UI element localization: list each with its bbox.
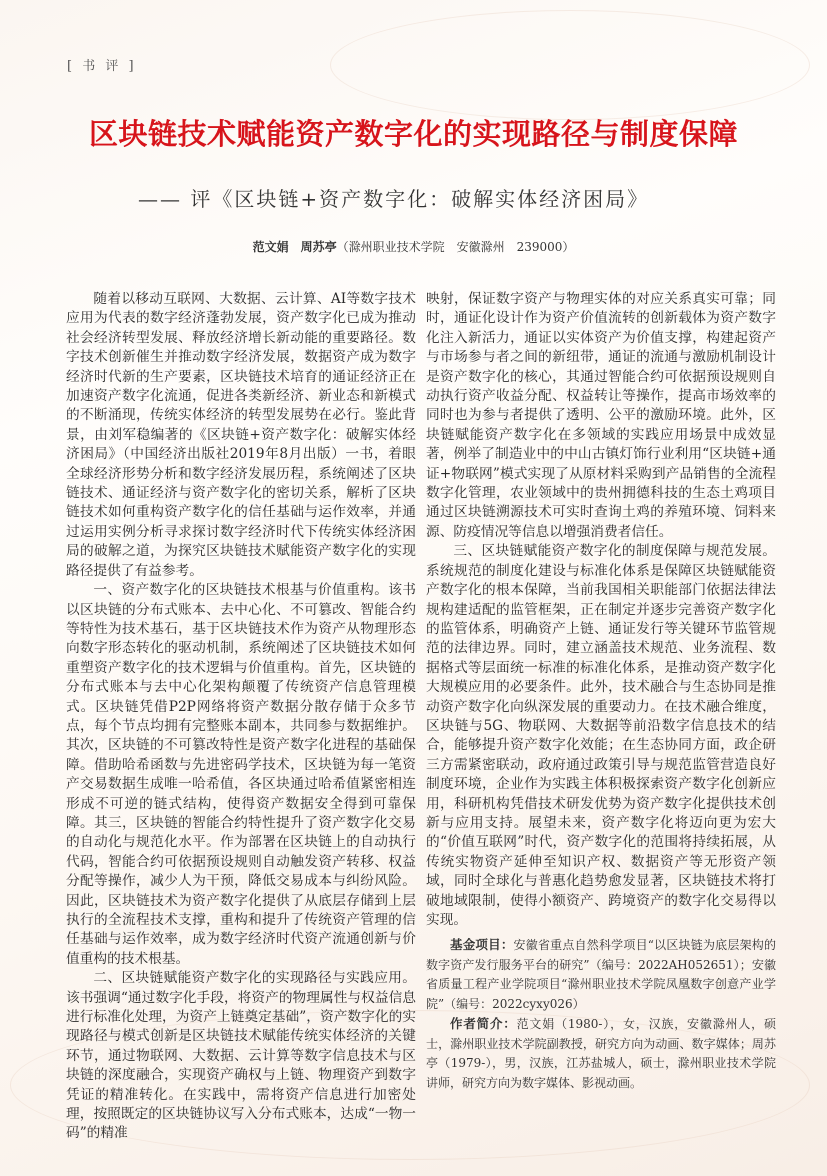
fund-text: 安徽省重点自然科学项目“以区块链为底层架构的数字资产发行服务平台的研究”（编号：2022AH052651）；安徽省质量工程产业学院项目“滁州职业技术学院凤凰数字创意产业学院”（编号：2022cyxy026） [426, 938, 776, 1011]
author-names: 范文娟 周苏亭 [252, 240, 337, 254]
paragraph-section-3: 三、区块链赋能资产数字化的制度保障与规范发展。系统规范的制度化建设与标准化体系是保障区块链赋能资产数字化的根本保障，当前我国相关职能部门依据法律法规构建适配的监管框架，正在制定并逐步完善资产数字化的监管体系，明确资产上链、通证发行等关键环节监管规范的法律边界。同时，建立涵盖技术规范、业务流程、数据格式等层面统一标准的标准化体系，是推动资产数字化大规模应用的必要条件。此外，技术融合与生态协同是推动资产数字化向纵深发展的重要动力。在技术融合维度，区块链与5G、物联网、大数据等前沿数字信息技术的结合，能够提升资产数字化效能；在生态协同方面，政企研三方需紧密联动，政府通过政策引导与规范监管营造良好制度环境，企业作为实践主体积极探索资产数字化创新应用，科研机构凭借技术研发优势为资产数字化提供技术创新与应用支持。展望未来，资产数字化将迈向更为宏大的“价值互联网”时代，资产数字化的范围将持续拓展，从传统实物资产延伸至知识产权、数据资产等无形资产领域，同时全球化与普惠化趋势愈发显著，区块链技术将打破地域限制，使得小额资产、跨境资产的数字化交易得以实现。 [426, 543, 776, 928]
article-title: 区块链技术赋能资产数字化的实现路径与制度保障 [88, 117, 738, 151]
paragraph-section-2-continued: 映射，保证数字资产与物理实体的对应关系真实可靠；同时，通证化设计作为资产价值流转的创新载体为资产数字化注入新活力，通证以实体资产为价值支撑，构建起资产与市场参与者之间的新纽带，通证的流通与激励机制设计是资产数字化的核心，其通过智能合约可依据预设规则自动执行资产收益分配、权益转让等操作，提高市场效率的同时也为参与者提供了透明、公平的激励环境。此外，区块链赋能资产数字化在多领域的实践应用场景中成效显著，例举了制造业中的中山古镇灯饰行业利用“区块链+通证+物联网”模式实现了从原材料采购到产品销售的全流程数字化管理，农业领域中的贵州拥德科技的生态土鸡项目通过区块链溯源技术可实时查询土鸡的养殖环境、饲料来源、防疫情况等信息以增强消费者信任。 [426, 291, 776, 540]
author-bio-text: 范文娟（1980-），女，汉族，安徽滁州人，硕士，滁州职业技术学院副教授，研究方向为动画、数字媒体；周苏亭（1979-），男，汉族，江苏盐城人，硕士，滁州职业技术学院讲师，研究方向为数字媒体、影视动画。 [426, 1017, 776, 1090]
author-line [0, 238, 827, 255]
fund-label: 基金项目： [450, 937, 514, 952]
author-note [426, 1014, 776, 1093]
author-affiliation: （滁州职业技术学院 安徽滁州 239000） [336, 240, 575, 254]
fund-note [426, 935, 776, 1014]
paragraph-intro: 随着以移动互联网、大数据、云计算、AI等数字技术应用为代表的数字经济蓬勃发展，资产数字化已成为推动社会经济转型发展、释放经济增长新动能的重要路径。数字技术创新催生并推动数字经济发展，数据资产成为数字经济时代新的生产要素，区块链技术培育的通证经济正在加速资产数字化流通，促进各类新经济、新业态和新模式的不断涌现，传统实体经济的转型发展势在必行。鉴此背景，由刘军稳编著的《区块链+资产数字化：破解实体经济困局》（中国经济出版社2019年8月出版）一书，着眼全球经济形势分析和数字经济发展历程，系统阐述了区块链技术、通证经济与资产数字化的密切关系，解析了区块链技术如何重构资产数字化的信任基础与运作效率，并通过运用实例分析寻求探讨数字经济时代下传统实体经济困局的破解之道，为探究区块链技术赋能资产数字化的实现路径提供了有益参考。 [66, 291, 416, 579]
background-swirl [330, 10, 810, 120]
section-tag: [ 书 评 ] [67, 59, 137, 74]
paragraph-section-2: 二、区块链赋能资产数字化的实现路径与实践应用。该书强调“通过数字化手段，将资产的物理属性与权益信息进行标准化处理，为资产上链奠定基础”，资产数字化的实现路径与模式创新是区块链技术赋能传统实体经济的关键环节，通过物联网、大数据、云计算等数字信息技术与区块链的深度融合，实现资产确权与上链、物理资产到数字凭证的精准转化。在实践中，需将资产信息进行加密处理，按照既定的区块链协议写入分布式账本，达成“一物一码”的精准 [66, 970, 416, 1142]
author-bio-label: 作者简介： [450, 1016, 517, 1031]
paragraph-section-1: 一、资产数字化的区块链技术根基与价值重构。该书以区块链的分布式账本、去中心化、不可篡改、智能合约等特性为技术基石，基于区块链技术作为资产从物理形态向数字形态转化的驱动机制，系统阐述了区块链技术如何重塑资产数字化的技术逻辑与价值重构。首先，区块链的分布式账本与去中心化架构颠覆了传统资产信息管理模式。区块链凭借P2P网络将资产数据分散存储于众多节点，每个节点均拥有完整账本副本，共同参与数据维护。其次，区块链的不可篡改特性是资产数字化进程的基础保障。借助哈希函数与先进密码学技术，区块链为每一笔资产交易数据生成唯一哈希值，各区块通过哈希值紧密相连形成不可逆的链式结构，使得资产数据安全得到可靠保障。其三，区块链的智能合约特性提升了资产数字化交易的自动化与规范化水平。作为部署在区块链上的自动执行代码，智能合约可依据预设规则自动触发资产转移、权益分配等操作，减少人为干预，降低交易成本与纠纷风险。因此，区块链技术为资产数字化提供了从底层存储到上层执行的全流程技术支撑，重构和提升了传统资产管理的信任基础与运作效率，成为数字经济时代资产流通创新与价值重构的技术根基。 [66, 582, 416, 967]
left-column [66, 290, 416, 1144]
footnotes [426, 935, 776, 1093]
article-subtitle: —— 评《区块链+资产数字化：破解实体经济困局》 [138, 187, 650, 211]
right-column [426, 290, 776, 930]
